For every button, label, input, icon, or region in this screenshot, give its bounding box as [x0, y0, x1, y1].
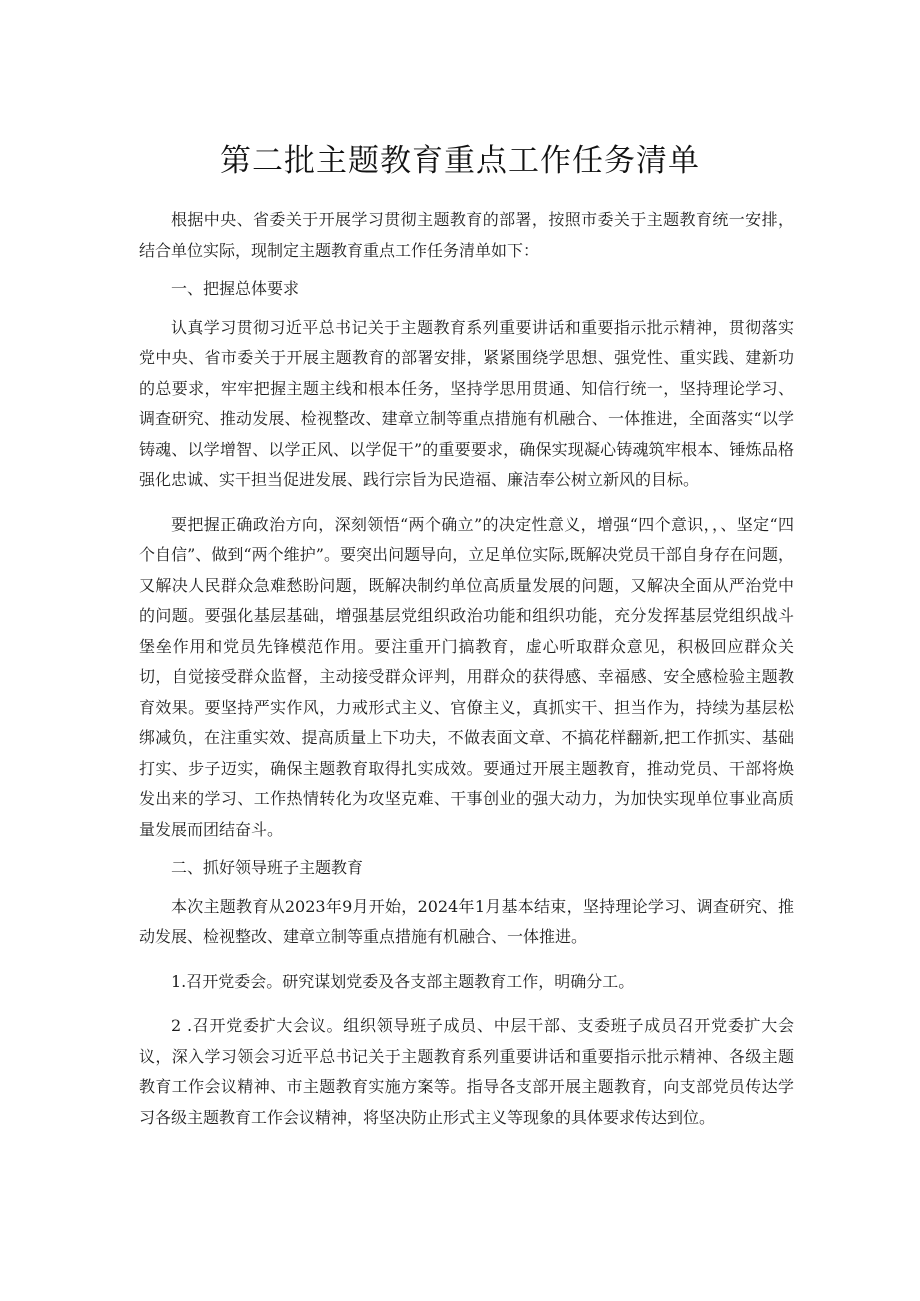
intro-paragraph: 根据中央、省委关于开展学习贯彻主题教育的部署，按照市委关于主题教育统一安排，结合单位实际，现制定主题教育重点工作任务清单如下：: [139, 210, 794, 260]
document-body: [139, 205, 794, 1133]
section-2-item-2: 2 .召开党委扩大会议。组织领导班子成员、中层干部、支委班子成员召开党委扩大会议，深入学习领会习近平总书记关于主题教育系列重要讲话和重要指示批示精神、各级主题教育工作会议精神、市主题教育实施方案等。指导各支部开展主题教育，向支部党员传达学习各级主题教育工作会议精神，将坚决防止形式主义等现象的具体要求传达到位。: [139, 1016, 794, 1127]
section-2-item-1: 1.召开党委会。研究谋划党委及各支部主题教育工作，明确分工。: [171, 971, 635, 991]
section-2-paragraph-1: 本次主题教育从2023年9月开始，2024年1月基本结束，坚持理论学习、调查研究、推动发展、检视整改、建章立制等重点措施有机融合、一体推进。: [139, 896, 794, 946]
section-1-paragraph-1: 认真学习贯彻习近平总书记关于主题教育系列重要讲话和重要指示批示精神，贯彻落实党中央、省市委关于开展主题教育的部署安排，紧紧围绕学思想、强党性、重实践、建新功的总要求，牢牢把握主题主线和根本任务，坚持学思用贯通、知信行统一，坚持理论学习、调查研究、推动发展、检视整改、建章立制等重点措施有机融合、一体推进，全面落实“以学铸魂、以学增智、以学正风、以学促干”的重要要求，确保实现凝心铸魂筑牢根本、锤炼品格强化忠诚、实干担当促进发展、践行宗旨为民造福、廉洁奉公树立新风的目标。: [139, 317, 794, 489]
document-title: 第二批主题教育重点工作任务清单: [220, 143, 700, 179]
section-2-heading: 二、抓好领导班子主题教育: [171, 858, 364, 877]
section-1-heading: 一、把握总体要求: [171, 279, 300, 298]
section-1-paragraph-2: 要把握正确政治方向，深刻领悟“两个确立”的决定性意义，增强“四个意识，，、坚定“四个自信”、做到“两个维护”。要突出问题导向，立足单位实际,既解决党员干部自身存在问题，又解决人民群众急难愁盼问题，既解决制约单位高质量发展的问题，又解决全面从严治党中的问题。要强化基层基础，增强基层党组织政治功能和组织功能，充分发挥基层党组织战斗堡垒作用和党员先锋模范作用。要注重开门搞教育，虚心听取群众意见，积极回应群众关切，自觉接受群众监督，主动接受群众评判，用群众的获得感、幸福感、安全感检验主题教育效果。要坚持严实作风，力戒形式主义、官僚主义，真抓实干、担当作为，持续为基层松绑减负，在注重实效、提高质量上下功夫，不做表面文章、不搞花样翻新,把工作抓实、基础打实、步子迈实，确保主题教育取得扎实成效。要通过开展主题教育，推动党员、干部将焕发出来的学习、工作热情转化为攻坚克难、干事创业的强大动力，为加快实现单位事业高质量发展而团结奋斗。: [139, 514, 794, 839]
